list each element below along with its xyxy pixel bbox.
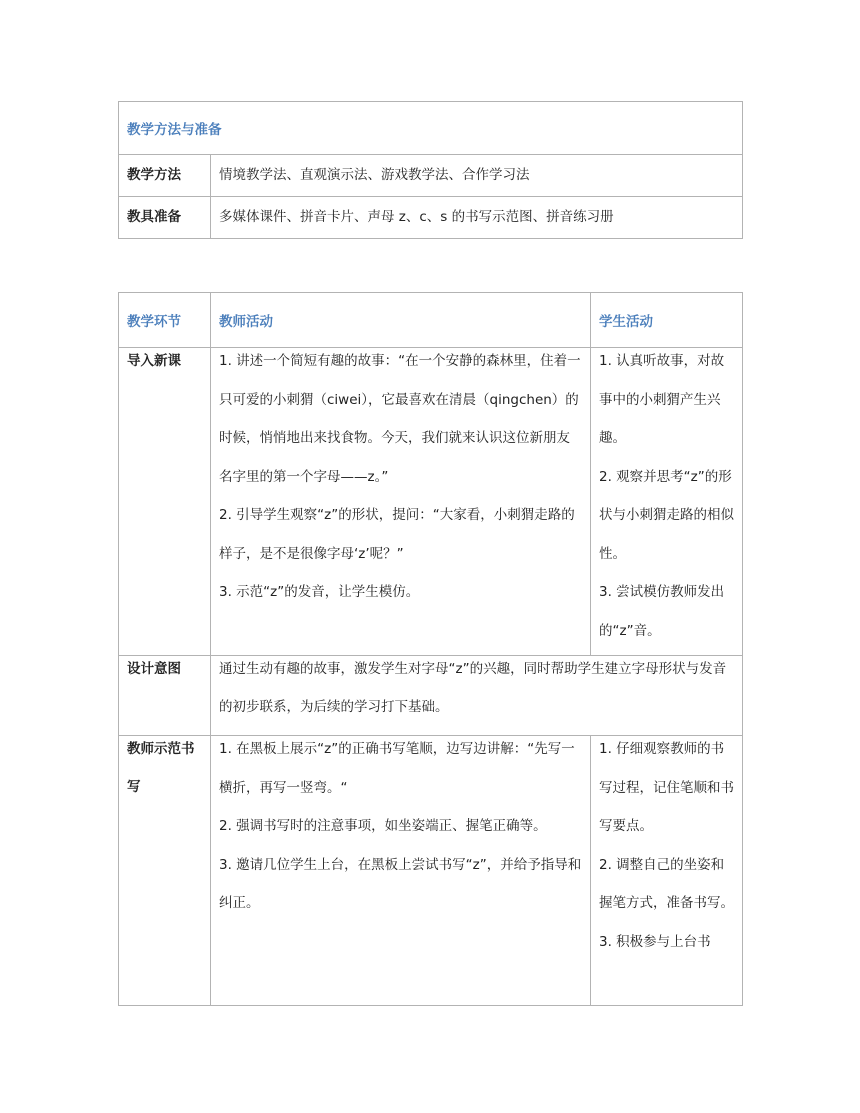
intro-teacher-step: 1. 讲述一个简短有趣的故事：“在一个安静的森林里，住着一只可爱的小刺猬（ciwei），它最喜欢在清晨（qingchen）的时候，悄悄地出来找食物。今天，我们就来认识这位新朋友名字里的第一个字母——z。”: [219, 353, 581, 485]
intro-teacher-cell: [211, 348, 591, 656]
header-student: 学生活动: [591, 293, 743, 348]
header-stage: 教学环节: [119, 293, 211, 348]
design-intent-label-cell: [119, 656, 211, 736]
design-intent-label: 设计意图: [127, 661, 181, 677]
design-intent-cell: [211, 656, 743, 736]
intro-row: [119, 348, 743, 656]
methods-row: [119, 155, 743, 197]
demo-student-step: 2. 调整自己的坐姿和握笔方式，准备书写。: [599, 856, 734, 911]
intro-student-step: 3. 尝试模仿教师发出的“z”音。: [599, 584, 725, 639]
materials-label: 教具准备: [119, 197, 211, 239]
intro-stage-label: 导入新课: [127, 353, 181, 369]
demo-writing-teacher-cell: [211, 736, 591, 1006]
design-intent-text: 通过生动有趣的故事，激发学生对字母“z”的兴趣，同时帮助学生建立字母形状与发音的初步联系，为后续的学习打下基础。: [219, 661, 727, 715]
materials-row: [119, 197, 743, 239]
demo-teacher-step: 3. 邀请几位学生上台，在黑板上尝试书写“z”，并给予指导和纠正。: [219, 856, 582, 911]
demo-student-step: 1. 仔细观察教师的书写过程，记住笔顺和书写要点。: [599, 741, 734, 834]
demo-teacher-step: 2. 强调书写时的注意事项，如坐姿端正、握笔正确等。: [219, 818, 547, 834]
demo-writing-student-cell: [591, 736, 743, 1006]
intro-teacher-step: 2. 引导学生观察“z”的形状，提问：“大家看，小刺猬走路的样子，是不是很像字母‘z’呢？”: [219, 507, 575, 562]
materials-value: 多媒体课件、拼音卡片、声母 z、c、s 的书写示范图、拼音练习册: [211, 197, 743, 239]
intro-teacher-step: 3. 示范“z”的发音，让学生模仿。: [219, 584, 420, 600]
design-intent-row: [119, 656, 743, 736]
teaching-process-table: [118, 292, 743, 1006]
intro-student-cell: [591, 348, 743, 656]
methods-header-row: [119, 102, 743, 155]
demo-student-step: 3. 积极参与上台书: [599, 933, 711, 950]
process-header-row: [119, 293, 743, 348]
intro-student-step: 1. 认真听故事，对故事中的小刺猬产生兴趣。: [599, 353, 725, 446]
intro-student-step: 2. 观察并思考“z”的形状与小刺猬走路的相似性。: [599, 468, 734, 562]
demo-teacher-step: 1. 在黑板上展示“z”的正确书写笔顺，边写边讲解：“先写一横折，再写一竖弯。“: [219, 741, 575, 796]
methods-label: 教学方法: [119, 155, 211, 197]
methods-value: 情境教学法、直观演示法、游戏教学法、合作学习法: [211, 155, 743, 197]
demo-writing-stage: [119, 736, 211, 1006]
methods-title: 教学方法与准备: [119, 102, 743, 155]
intro-stage: [119, 348, 211, 656]
methods-table: [118, 101, 743, 239]
header-teacher: 教师活动: [211, 293, 591, 348]
demo-writing-stage-label: 教师示范书写: [127, 741, 195, 795]
demo-writing-row: [119, 736, 743, 1006]
